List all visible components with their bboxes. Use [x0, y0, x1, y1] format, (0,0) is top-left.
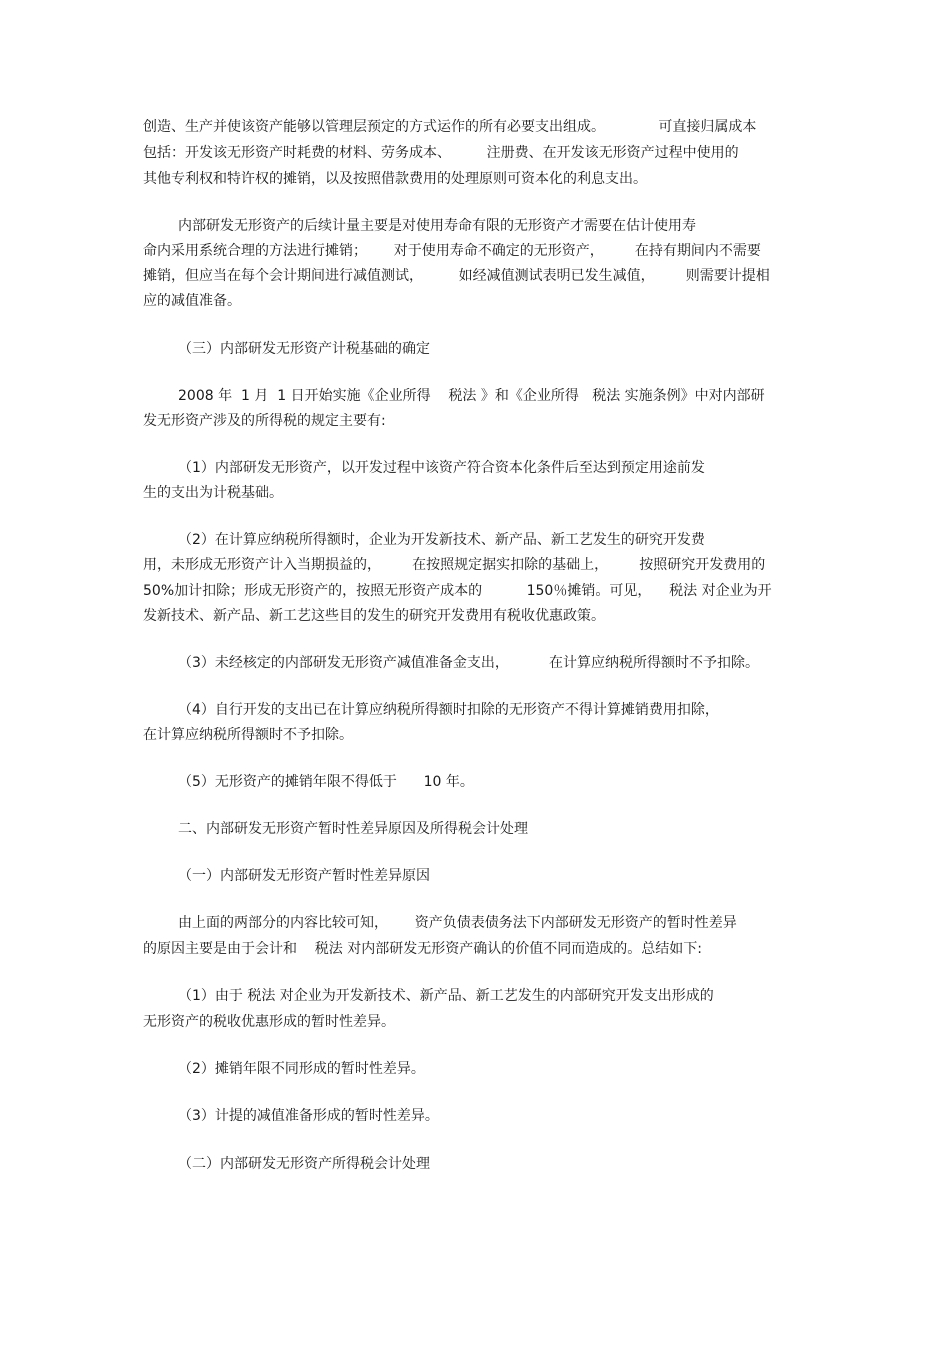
text-line: 其他专利权和特许权的摊销，以及按照借款费用的处理原则可资本化的利息支出。 — [143, 171, 647, 187]
text-line: 2008 年 1 月 1 日开始实施《企业所得 税法 》和《企业所得 税法 实施条例》中对内部研 — [178, 388, 765, 404]
text-line: 用，未形成无形资产计入当期损益的， 在按照规定据实扣除的基础上， 按照研究开发费用的 — [143, 557, 766, 573]
text-line: 包括：开发该无形资产时耗费的材料、劳务成本、 注册费、在开发该无形资产过程中使用的 — [143, 145, 739, 161]
text-line: 命内采用系统合理的方法进行摊销； 对于使用寿命不确定的无形资产， 在持有期间内不需要 — [143, 243, 761, 259]
list-item: （1）由于 税法 对企业为开发新技术、新产品、新工艺发生的内部研究开发支出形成的 — [178, 988, 714, 1004]
text-line: 50%加计扣除；形成无形资产的，按照无形资产成本的 150％摊销。可见， 税法 对企业为开 — [143, 583, 772, 599]
list-item: （2）摊销年限不同形成的暂时性差异。 — [178, 1061, 425, 1077]
text-line: 发无形资产涉及的所得税的规定主要有: — [143, 413, 386, 429]
section-heading: 二、内部研发无形资产暂时性差异原因及所得税会计处理 — [178, 821, 528, 837]
text-line: 应的减值准备。 — [143, 293, 241, 309]
text-line: 内部研发无形资产的后续计量主要是对使用寿命有限的无形资产才需要在估计使用寿 — [178, 218, 696, 234]
list-item: （1）内部研发无形资产，以开发过程中该资产符合资本化条件后至达到预定用途前发 — [178, 460, 705, 476]
text-line: 生的支出为计税基础。 — [143, 485, 283, 501]
list-item: （2）在计算应纳税所得额时，企业为开发新技术、新产品、新工艺发生的研究开发费 — [178, 532, 705, 548]
text-line: 摊销，但应当在每个会计期间进行减值测试， 如经减值测试表明已发生减值， 则需要计提相 — [143, 268, 770, 284]
list-item: （3）计提的减值准备形成的暂时性差异。 — [178, 1108, 439, 1124]
text-line: 由上面的两部分的内容比较可知， 资产负债表债务法下内部研发无形资产的暂时性差异 — [178, 915, 737, 931]
text-line: 发新技术、新产品、新工艺这些目的发生的研究开发费用有税收优惠政策。 — [143, 608, 605, 624]
section-heading: （三）内部研发无形资产计税基础的确定 — [178, 341, 430, 357]
list-item: （4）自行开发的支出已在计算应纳税所得额时扣除的无形资产不得计算摊销费用扣除， — [178, 702, 719, 718]
text-line: 无形资产的税收优惠形成的暂时性差异。 — [143, 1014, 395, 1030]
text-line: 创造、生产并使该资产能够以管理层预定的方式运作的所有必要支出组成。 可直接归属成本 — [143, 119, 757, 135]
list-item: （3）未经核定的内部研发无形资产减值准备金支出， 在计算应纳税所得额时不予扣除。 — [178, 655, 759, 671]
section-heading: （二）内部研发无形资产所得税会计处理 — [178, 1156, 430, 1172]
section-heading: （一）内部研发无形资产暂时性差异原因 — [178, 868, 430, 884]
text-line: 的原因主要是由于会计和 税法 对内部研发无形资产确认的价值不同而造成的。总结如下: — [143, 941, 702, 957]
list-item: （5）无形资产的摊销年限不得低于 10 年。 — [178, 774, 474, 790]
text-line: 在计算应纳税所得额时不予扣除。 — [143, 727, 353, 743]
